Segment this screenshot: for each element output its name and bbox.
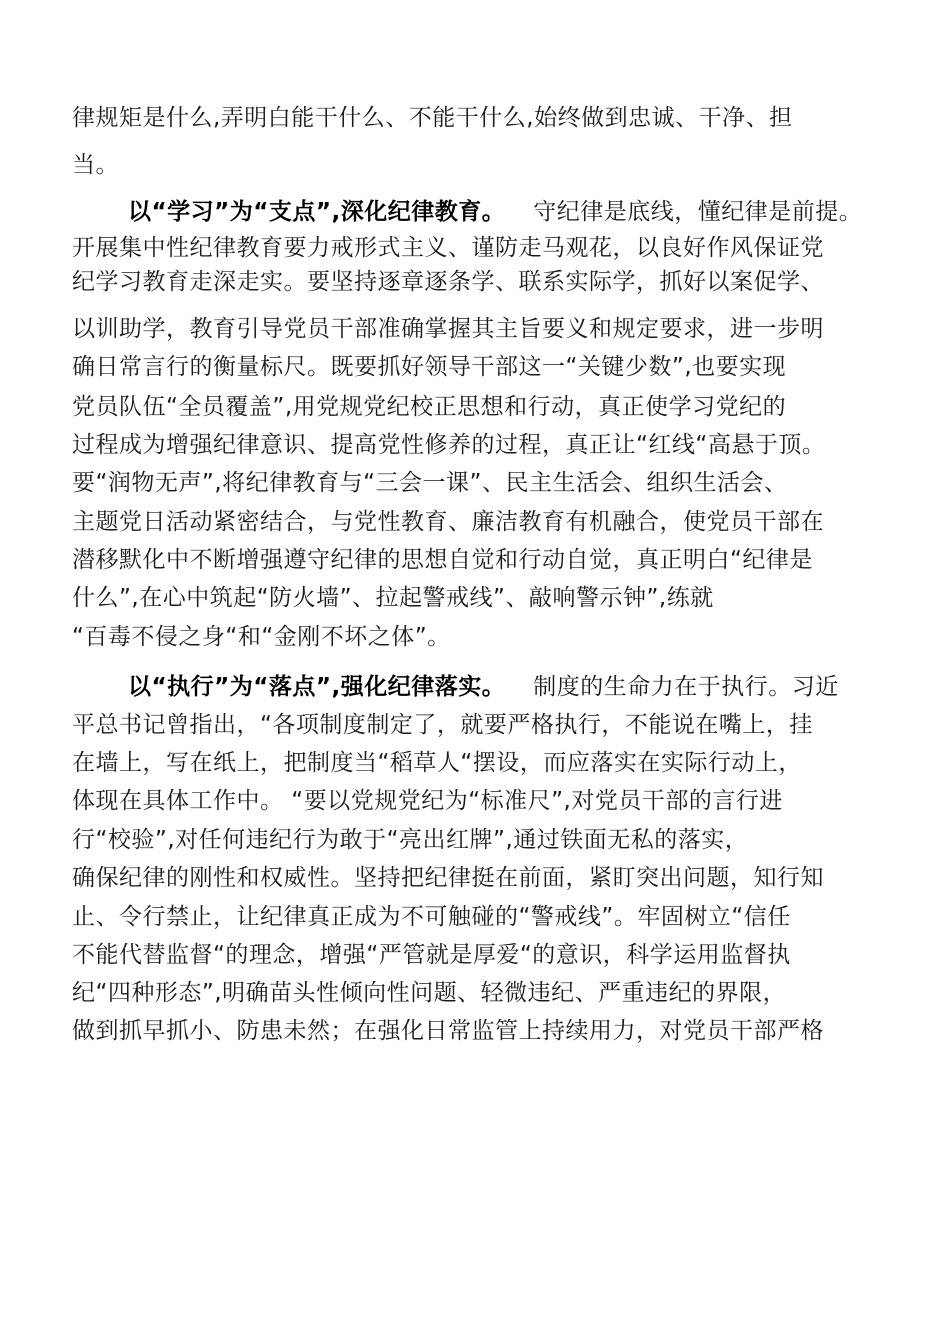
- para2-first-line-text: 守纪律是底线，懂纪律是前提。: [533, 199, 863, 225]
- para3-first-line: [128, 672, 839, 702]
- para2-line: 党员队伍“全员覆盖”,用党规党纪校正思想和行动，真正使学习党纪的: [72, 394, 787, 420]
- para3-line: 纪“四种形态”,明确苗头性倾向性问题、轻微违纪、严重违纪的界限，: [72, 980, 787, 1006]
- para1-line-1: 律规矩是什么,弄明白能干什么、不能干什么,始终做到忠诚、干净、担: [72, 105, 793, 131]
- para1-line-2: 当。: [72, 152, 119, 178]
- para2-line: 以训助学，教育引导党员干部准确掌握其主旨要义和规定要求，进一步明: [72, 316, 824, 342]
- para3-first-line-text: 制度的生命力在于执行。习近: [533, 674, 839, 700]
- para2-line: 什么”,在心中筑起“防火墙”、拉起警戒线”、敲响警示钟”,练就: [72, 585, 714, 611]
- para2-line: 确日常言行的衡量标尺。既要抓好领导干部这一“关键少数”,也要实现: [72, 354, 787, 380]
- para3-line: 止、令行禁止，让纪律真正成为不可触碰的“警戒线”。牢固树立“信任: [72, 904, 791, 930]
- para2-line: 要“润物无声”,将纪律教育与“三会一课”、民主生活会、组织生活会、: [72, 470, 788, 496]
- para2-line: “百毒不侵之身“和“金刚不坏之体”。: [72, 624, 451, 650]
- para3-heading: 以“执行”为“落点”,强化纪律落实。: [128, 674, 506, 700]
- para2-line: 纪学习教育走深走实。要坚持逐章逐条学、联系实际学，抓好以案促学、: [72, 269, 824, 295]
- para2-first-line: [128, 197, 862, 227]
- para3-line: 在墙上，写在纸上，把制度当“稻草人“摆设，而应落实在实际行动上，: [72, 750, 802, 776]
- para2-line: 潜移默化中不断增强遵守纪律的思想自觉和行动自觉，真正明白“纪律是: [72, 547, 813, 573]
- para2-line: 过程成为增强纪律意识、提高党性修养的过程，真正让“红线“高悬于顶。: [72, 432, 826, 458]
- para2-line: 主题党日活动紧密结合，与党性教育、廉洁教育有机融合，使党员干部在: [72, 509, 824, 535]
- para2-heading: 以“学习”为“支点”,深化纪律教育。: [128, 199, 506, 225]
- para3-line: 平总书记曾指出，“各项制度制定了，就要严格执行，不能说在嘴上，挂: [72, 712, 813, 738]
- para3-line: 不能代替监督“的理念，增强“严管就是厚爱“的意识，科学运用监督执: [72, 942, 791, 968]
- para2-line: 开展集中性纪律教育要力戒形式主义、谨防走马观花，以良好作风保证党: [72, 235, 824, 261]
- para3-line: 做到抓早抓小、防患未然；在强化日常监管上持续用力，对党员干部严格: [72, 1018, 824, 1044]
- para3-line: 行“校验”,对任何违纪行为敢于“亮出红牌”,通过铁面无私的落实，: [72, 827, 749, 853]
- para3-line: 体现在具体工作中。 “要以党规党纪为“标准尺”,对党员干部的言行进: [72, 788, 783, 814]
- para3-line: 确保纪律的刚性和权威性。坚持把纪律挺在前面，紧盯突出问题，知行知: [72, 865, 824, 891]
